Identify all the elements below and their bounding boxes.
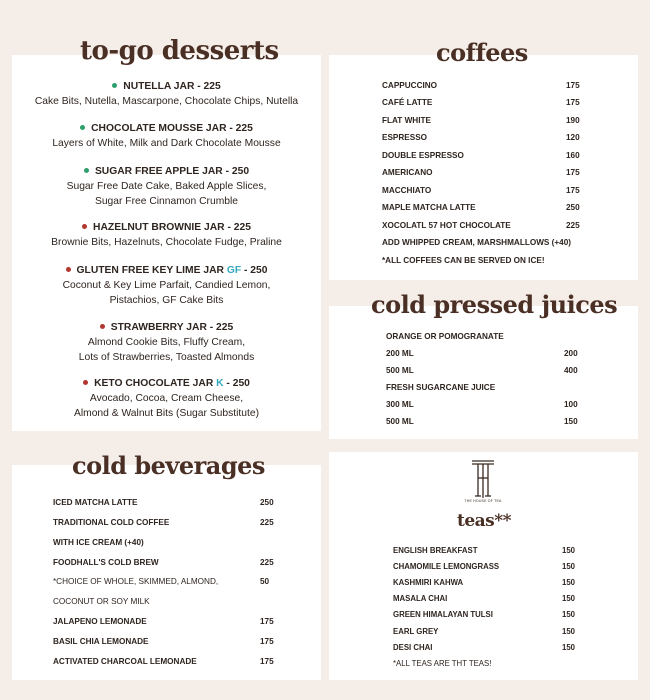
coffee-row [382, 133, 580, 142]
cold-price: 175 [260, 617, 274, 626]
dessert-name: GLUTEN FREE KEY LIME JAR [76, 265, 227, 276]
coffee-name: MAPLE MATCHA LATTE [382, 203, 476, 212]
tea-row [393, 562, 576, 571]
dessert-price: - 250 [223, 378, 250, 389]
coffee-addon: ADD WHIPPED CREAM, MARSHMALLOWS (+40) [382, 238, 571, 247]
cold-name: *CHOICE OF WHOLE, SKIMMED, ALMOND, [53, 577, 219, 586]
juice-row [386, 366, 578, 375]
nonveg-dot-icon [100, 324, 105, 329]
tea-name: EARL GREY [393, 627, 439, 636]
tea-price: 150 [562, 627, 576, 636]
cold-name: TRADITIONAL COLD COFFEE [53, 518, 170, 527]
tea-price: 150 [562, 643, 576, 652]
coffee-row [382, 203, 580, 212]
tea-name: MASALA CHAI [393, 594, 448, 603]
coffee-price: 190 [566, 116, 580, 125]
juice-row [386, 349, 578, 358]
coffee-name: DOUBLE ESPRESSO [382, 151, 464, 160]
tea-price: 150 [562, 562, 576, 571]
dessert-name: SUGAR FREE APPLE JAR - 250 [94, 166, 250, 177]
cold-row [53, 637, 274, 646]
coffee-price: 250 [566, 203, 580, 212]
coffee-price: 175 [566, 168, 580, 177]
coffee-name: XOCOLATL 57 HOT CHOCOLATE [382, 221, 511, 230]
dessert-item [12, 376, 321, 421]
dessert-name: KETO CHOCOLATE JAR [94, 378, 217, 389]
cold-beverages-heading: cold beverages [72, 451, 265, 480]
dessert-name: HAZELNUT BROWNIE JAR - 225 [93, 222, 251, 233]
dessert-desc: Almond Cookie Bits, Fluffy Cream, [87, 337, 246, 348]
coffee-price: 175 [566, 186, 580, 195]
dessert-name: CHOCOLATE MOUSSE JAR - 225 [91, 123, 253, 134]
cold-name: FOODHALL'S COLD BREW [53, 558, 159, 567]
tea-row [393, 578, 576, 587]
cold-row [53, 657, 274, 666]
coffees-heading: coffees [436, 38, 528, 67]
cold-row [53, 518, 274, 527]
juice-row [386, 400, 578, 409]
coffee-row [382, 81, 580, 90]
coffee-name: AMERICANO [382, 168, 433, 177]
dessert-item [12, 164, 321, 209]
juice-size: 500 ML [386, 366, 414, 375]
juice-price: 400 [564, 366, 578, 375]
tea-name: GREEN HIMALAYAN TULSI [393, 610, 493, 619]
juice-size: 300 ML [386, 400, 414, 409]
coffee-price: 225 [566, 221, 580, 230]
juice-group-title: FRESH SUGARCANE JUICE [386, 383, 496, 392]
dessert-desc: Avocado, Cocoa, Cream Cheese, [89, 393, 244, 404]
tea-price: 150 [562, 610, 576, 619]
coffee-name: FLAT WHITE [382, 116, 431, 125]
coffee-row [382, 98, 580, 107]
coffee-name: CAPPUCCINO [382, 81, 438, 90]
cold-row [53, 617, 274, 626]
dessert-desc: Pistachios, GF Cake Bits [109, 295, 224, 306]
dessert-item [12, 220, 321, 250]
coffee-name: ESPRESSO [382, 133, 428, 142]
cold-price: 250 [260, 498, 274, 507]
juice-size: 200 ML [386, 349, 414, 358]
tea-name: CHAMOMILE LEMONGRASS [393, 562, 500, 571]
gluten-free-tag: GF [226, 265, 242, 276]
tht-logo-caption: THE HOUSE OF TEA [464, 499, 502, 503]
juice-price: 100 [564, 400, 578, 409]
keto-tag: K [216, 378, 224, 389]
cold-price: 175 [260, 657, 274, 666]
cold-name: JALAPENO LEMONADE [53, 617, 147, 626]
cold-name: ICED MATCHA LATTE [53, 498, 138, 507]
cold-name: ACTIVATED CHARCOAL LEMONADE [53, 657, 197, 666]
dessert-item [12, 121, 321, 151]
cold-row [53, 597, 150, 606]
cold-row [53, 498, 274, 507]
coffee-name: CAFÉ LATTE [382, 98, 433, 107]
coffee-name: MACCHIATO [382, 186, 432, 195]
tea-row [393, 627, 576, 636]
tea-row [393, 594, 576, 603]
cold-row [53, 558, 274, 567]
tea-row [393, 610, 576, 619]
tea-note: *ALL TEAS ARE THT TEAS! [393, 659, 492, 668]
veg-dot-icon [112, 83, 117, 88]
cold-name: BASIL CHIA LEMONADE [53, 637, 149, 646]
coffee-price: 175 [566, 81, 580, 90]
coffee-row [382, 186, 580, 195]
cold-name: WITH ICE CREAM (+40) [53, 538, 144, 547]
dessert-name: NUTELLA JAR - 225 [123, 81, 221, 92]
dessert-desc: Sugar Free Date Cake, Baked Apple Slices, [66, 181, 267, 192]
nonveg-dot-icon [66, 267, 71, 272]
dessert-name: STRAWBERRY JAR - 225 [110, 322, 234, 333]
coffee-row [382, 116, 580, 125]
juice-price: 200 [564, 349, 578, 358]
tea-row [393, 546, 576, 555]
tea-name: KASHMIRI KAHWA [393, 578, 464, 587]
dessert-desc: Lots of Strawberries, Toasted Almonds [78, 352, 255, 363]
coffee-price: 175 [566, 98, 580, 107]
desserts-heading: to-go desserts [80, 36, 279, 66]
tea-row [393, 643, 576, 652]
juice-size: 500 ML [386, 417, 414, 426]
cold-name: COCONUT OR SOY MILK [53, 597, 150, 606]
coffee-row [382, 168, 580, 177]
cold-price: 225 [260, 558, 274, 567]
dessert-desc: Coconut & Key Lime Parfait, Candied Lemon, [62, 280, 271, 291]
coffee-note: *ALL COFFEES CAN BE SERVED ON ICE! [382, 256, 545, 265]
juices-panel [329, 306, 638, 439]
cold-price: 225 [260, 518, 274, 527]
juices-heading: cold pressed juices [371, 290, 618, 319]
juice-group-title: ORANGE OR POMOGRANATE [386, 332, 504, 341]
tea-price: 150 [562, 546, 576, 555]
coffee-price: 120 [566, 133, 580, 142]
teas-heading: teas** [457, 511, 512, 531]
cold-price: 175 [260, 637, 274, 646]
coffee-price: 160 [566, 151, 580, 160]
dessert-item [12, 79, 321, 109]
nonveg-dot-icon [82, 224, 87, 229]
tea-price: 150 [562, 594, 576, 603]
nonveg-dot-icon [83, 380, 88, 385]
dessert-desc: Sugar Free Cinnamon Crumble [94, 196, 239, 207]
dessert-item [12, 263, 321, 308]
dessert-desc: Almond & Walnut Bits (Sugar Substitute) [73, 408, 260, 419]
tea-price: 150 [562, 578, 576, 587]
dessert-desc: Layers of White, Milk and Dark Chocolate Mousse [52, 138, 281, 149]
dessert-item [12, 320, 321, 365]
cold-row [53, 538, 144, 547]
dessert-price: - 250 [241, 265, 268, 276]
juice-row [386, 417, 578, 426]
cold-row [53, 577, 270, 586]
juice-price: 150 [564, 417, 578, 426]
veg-dot-icon [80, 125, 85, 130]
coffee-row [382, 221, 580, 230]
tea-name: DESI CHAI [393, 643, 433, 652]
dessert-desc: Brownie Bits, Hazelnuts, Chocolate Fudge, Praline [51, 237, 282, 248]
coffee-row [382, 151, 580, 160]
veg-dot-icon [84, 168, 89, 173]
cold-price: 50 [260, 577, 270, 586]
tea-name: ENGLISH BREAKFAST [393, 546, 478, 555]
dessert-desc: Cake Bits, Nutella, Mascarpone, Chocolate Chips, Nutella [34, 96, 299, 107]
